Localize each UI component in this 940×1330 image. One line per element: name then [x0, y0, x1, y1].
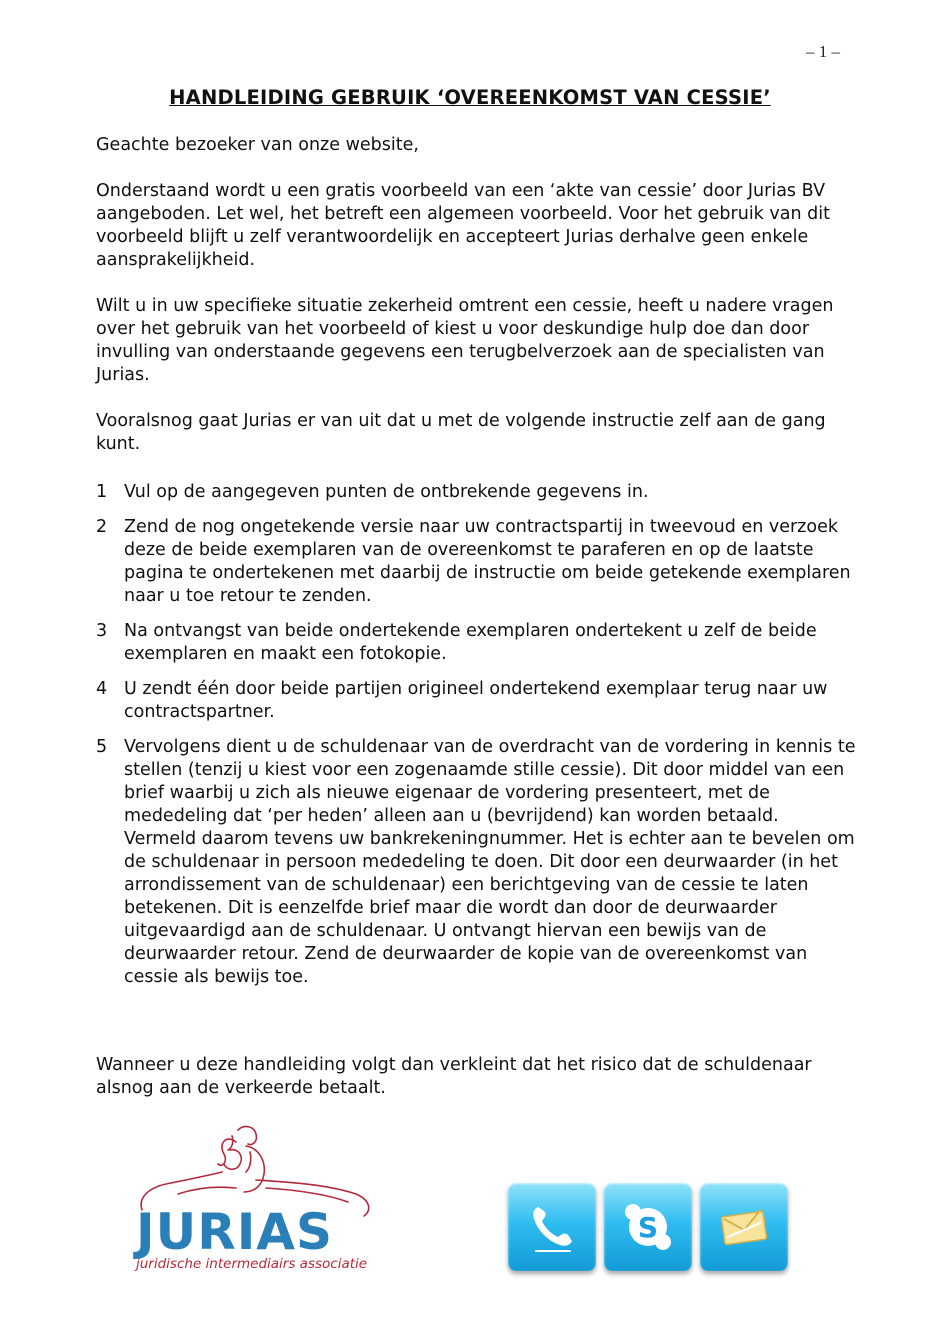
skype-button[interactable] [604, 1183, 692, 1271]
logo-tagline: juridische intermediairs associatie [136, 1256, 368, 1272]
phone-button[interactable] [508, 1183, 596, 1271]
step-number: 2 [96, 517, 108, 537]
logo-wordmark: JURIAS [136, 1203, 334, 1261]
instruction-step [96, 516, 856, 608]
step-number: 5 [96, 737, 108, 757]
contact-paragraph: Wilt u in uw specifieke situatie zekerheid omtrent een cessie, heeft u nadere vragen over het gebruik van het voorbeeld of kiest u voor deskundige hulp doe dan door invulling van onderstaande gegevens een terugbelverzoek aan de specialisten van Jurias. [96, 296, 834, 385]
mail-icon [714, 1197, 774, 1257]
instruction-step [96, 620, 856, 666]
step-text: Vervolgens dient u de schuldenaar van de overdracht van de vordering in kennis te stellen (tenzij u kiest voor een zogenaamde stille cessie). Dit door middel van een brief waarbij u zich als nieuwe eigenaar de vordering presenteert, met de mededeling dat ‘per heden’ alleen aan u (bevrijdend) kan worden betaald. Vermeld daarom tevens uw bankrekeningnummer. Het is echter aan te bevelen om de schuldenaar in persoon mededeling te doen. Dit door een deurwaarder (in het arrondissement van de schuldenaar) een berichtgeving van de cessie te laten betekenen. Dit is eenzelfde brief maar die wordt dan door de deurwaarder uitgevaardigd aan de schuldenaar. U ontvangt hiervan een bewijs van de deurwaarder retour. Zend de deurwaarder de kopie van de overeenkomst van cessie als bewijs toe. [124, 737, 856, 987]
skype-icon [618, 1197, 678, 1257]
instruction-steps [96, 481, 856, 1001]
intro-paragraph: Onderstaand wordt u een gratis voorbeeld van een ‘akte van cessie’ door Jurias BV aangeboden. Let wel, het betreft een algemeen voorbeeld. Voor het gebruik van dit voorbeeld blijft u zelf verantwoordelijk en accepteert Jurias derhalve geen enkele aansprakelijkheid. [96, 181, 830, 270]
step-number: 1 [96, 482, 108, 502]
jurias-logo-graphic [126, 1122, 376, 1272]
step-text: Na ontvangst van beide ondertekende exemplaren ondertekent u zelf de beide exemplaren en maakt een fotokopie. [124, 621, 817, 664]
step-text: Vul op de aangegeven punten de ontbrekende gegevens in. [124, 482, 649, 502]
mail-button[interactable] [700, 1183, 788, 1271]
step-number: 3 [96, 621, 108, 641]
instruction-step [96, 678, 856, 724]
step-text: U zendt één door beide partijen origineel ondertekend exemplaar terug naar uw contractspartner. [124, 679, 828, 722]
greeting-paragraph: Geachte bezoeker van onze website, [96, 135, 419, 155]
page-number: – 1 – [806, 42, 840, 61]
instructions-intro-paragraph: Vooralsnog gaat Jurias er van uit dat u met de volgende instructie zelf aan de gang kunt. [96, 411, 826, 454]
step-text: Zend de nog ongetekende versie naar uw contractspartij in tweevoud en verzoek deze de beide exemplaren van de overeenkomst te paraferen en op de laatste pagina te ondertekenen met daarbij de instructie om beide getekende exemplaren naar u toe retour te zenden. [124, 517, 851, 606]
instruction-step [96, 736, 856, 989]
jurias-logo [126, 1122, 376, 1272]
phone-icon [522, 1197, 582, 1257]
step-number: 4 [96, 679, 108, 699]
contact-buttons [508, 1183, 788, 1271]
closing-paragraph: Wanneer u deze handleiding volgt dan verkleint dat het risico dat de schuldenaar alsnog aan de verkeerde betaalt. [96, 1055, 812, 1098]
svg-text:S: S [637, 1211, 659, 1244]
instruction-step [96, 481, 856, 504]
page-title: HANDLEIDING GEBRUIK ‘OVEREENKOMST VAN CESSIE’ [169, 86, 771, 109]
